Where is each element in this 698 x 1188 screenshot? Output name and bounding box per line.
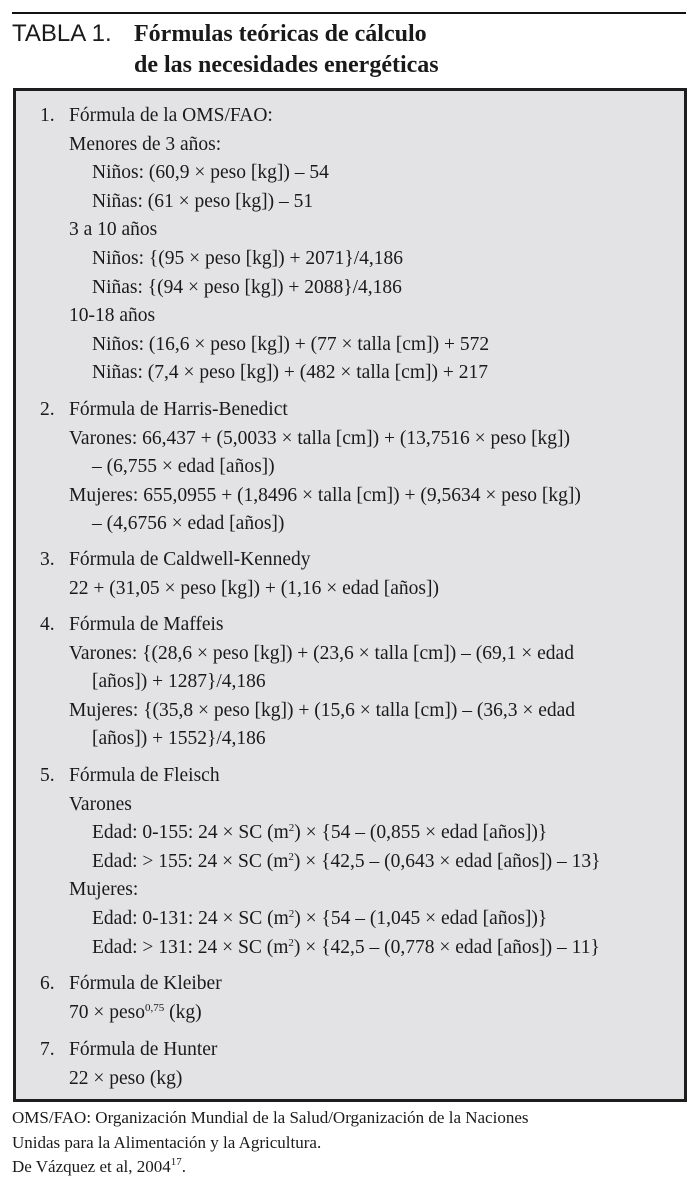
- formula-line: Varones: {(28,6 × peso [kg]) + (23,6 × talla [cm]) – (69,1 × edad: [69, 642, 574, 664]
- footnote-line: OMS/FAO: Organización Mundial de la Salud/Organización de la Naciones: [12, 1108, 529, 1127]
- formula-oms-fao: [16, 102, 684, 388]
- formula-title: Fórmula de Hunter: [69, 1039, 218, 1060]
- formula-caldwell-kennedy: [16, 546, 684, 603]
- formula-title: Fórmula de Caldwell-Kennedy: [69, 549, 311, 570]
- formula-line: 22 + (31,05 × peso [kg]) + (1,16 × edad [años]): [69, 577, 439, 599]
- table-caption: [12, 18, 686, 81]
- group-label: 10-18 años: [69, 305, 156, 327]
- table-title-line2: de las necesidades energéticas: [134, 52, 439, 78]
- formula-line: [años]) + 1552}/4,186: [92, 728, 266, 750]
- formula-title: Fórmula de Harris-Benedict: [69, 399, 288, 420]
- formula-line: Mujeres: 655,0955 + (1,8496 × talla [cm]) + (9,5634 × peso [kg]): [69, 484, 581, 506]
- formula-line: 22 × peso (kg): [69, 1067, 183, 1089]
- group-label: Varones: [69, 793, 132, 815]
- formula-hunter: [16, 1036, 684, 1093]
- formula-fleisch: [16, 762, 684, 962]
- formula-line: 70 × peso$^{0,75}$ (kg): [69, 1001, 202, 1023]
- formula-line: Edad: > 131: 24 × SC $(m^2) \times \{42,5 - (0,778$ × edad [años]) – 11}: [92, 936, 600, 958]
- formula-line: Edad: > 155: 24 × SC $(m^2) \times \{42,5 - (0,643$ × edad [años]) – 13}: [92, 850, 601, 872]
- formula-line: Niñas: (7,4 × peso [kg]) + (482 × talla [cm]) + 217: [92, 362, 488, 384]
- formula-title: Fórmula de la OMS/FAO:: [69, 105, 273, 126]
- formula-number: 7.: [40, 1039, 55, 1060]
- formula-number: 3.: [40, 549, 55, 570]
- formula-line: Niñas: {(94 × peso [kg]) + 2088}/4,186: [92, 276, 402, 298]
- formula-line: Varones: 66,437 + (5,0033 × talla [cm]) + (13,7516 × peso [kg]): [69, 427, 571, 449]
- formula-line: Niños: {(95 × peso [kg]) + 2071}/4,186: [92, 247, 403, 269]
- table-title-line1: Fórmulas teóricas de cálculo: [134, 21, 427, 47]
- footnote-source: De Vázquez et al, 2004$^{17}$.: [12, 1156, 187, 1176]
- formula-title: Fórmula de Fleisch: [69, 765, 220, 786]
- formula-line: – (4,6756 × edad [años]): [92, 513, 285, 535]
- top-rule: [12, 12, 686, 14]
- formula-number: 6.: [40, 973, 55, 994]
- table-label: TABLA 1.: [12, 20, 112, 47]
- formula-number: 1.: [40, 105, 55, 126]
- formula-number: 4.: [40, 614, 55, 635]
- group-label: Menores de 3 años:: [69, 133, 222, 155]
- formula-line: Niños: (60,9 × peso [kg]) – 54: [92, 162, 329, 184]
- formula-line: Niños: (16,6 × peso [kg]) + (77 × talla [cm]) + 572: [92, 333, 490, 355]
- formula-harris-benedict: [16, 396, 684, 539]
- table-footnotes: [12, 1106, 692, 1180]
- formula-kleiber: [16, 970, 684, 1027]
- formula-number: 2.: [40, 399, 55, 420]
- formula-title: Fórmula de Kleiber: [69, 973, 222, 994]
- formula-maffeis: [16, 611, 684, 754]
- formula-line: Edad: 0-131: 24 × SC $(m^2) \times \{54 - (1,045$ × edad [años])}: [92, 907, 548, 929]
- formula-line: – (6,755 × edad [años]): [92, 456, 275, 478]
- formula-title: Fórmula de Maffeis: [69, 614, 224, 635]
- formula-box: [13, 88, 687, 1102]
- formula-line: Niñas: (61 × peso [kg]) – 51: [92, 190, 314, 212]
- formula-number: 5.: [40, 765, 55, 786]
- footnote-line: Unidas para la Alimentación y la Agricultura.: [12, 1132, 322, 1152]
- group-label: 3 a 10 años: [69, 219, 158, 241]
- formula-line: Edad: 0-155: 24 × SC $(m^2) \times \{54 - (0,855$ × edad [años])}: [92, 822, 548, 844]
- group-label: Mujeres:: [69, 879, 139, 901]
- formula-line: [años]) + 1287}/4,186: [92, 671, 266, 693]
- formula-line: Mujeres: {(35,8 × peso [kg]) + (15,6 × talla [cm]) – (36,3 × edad: [69, 699, 576, 721]
